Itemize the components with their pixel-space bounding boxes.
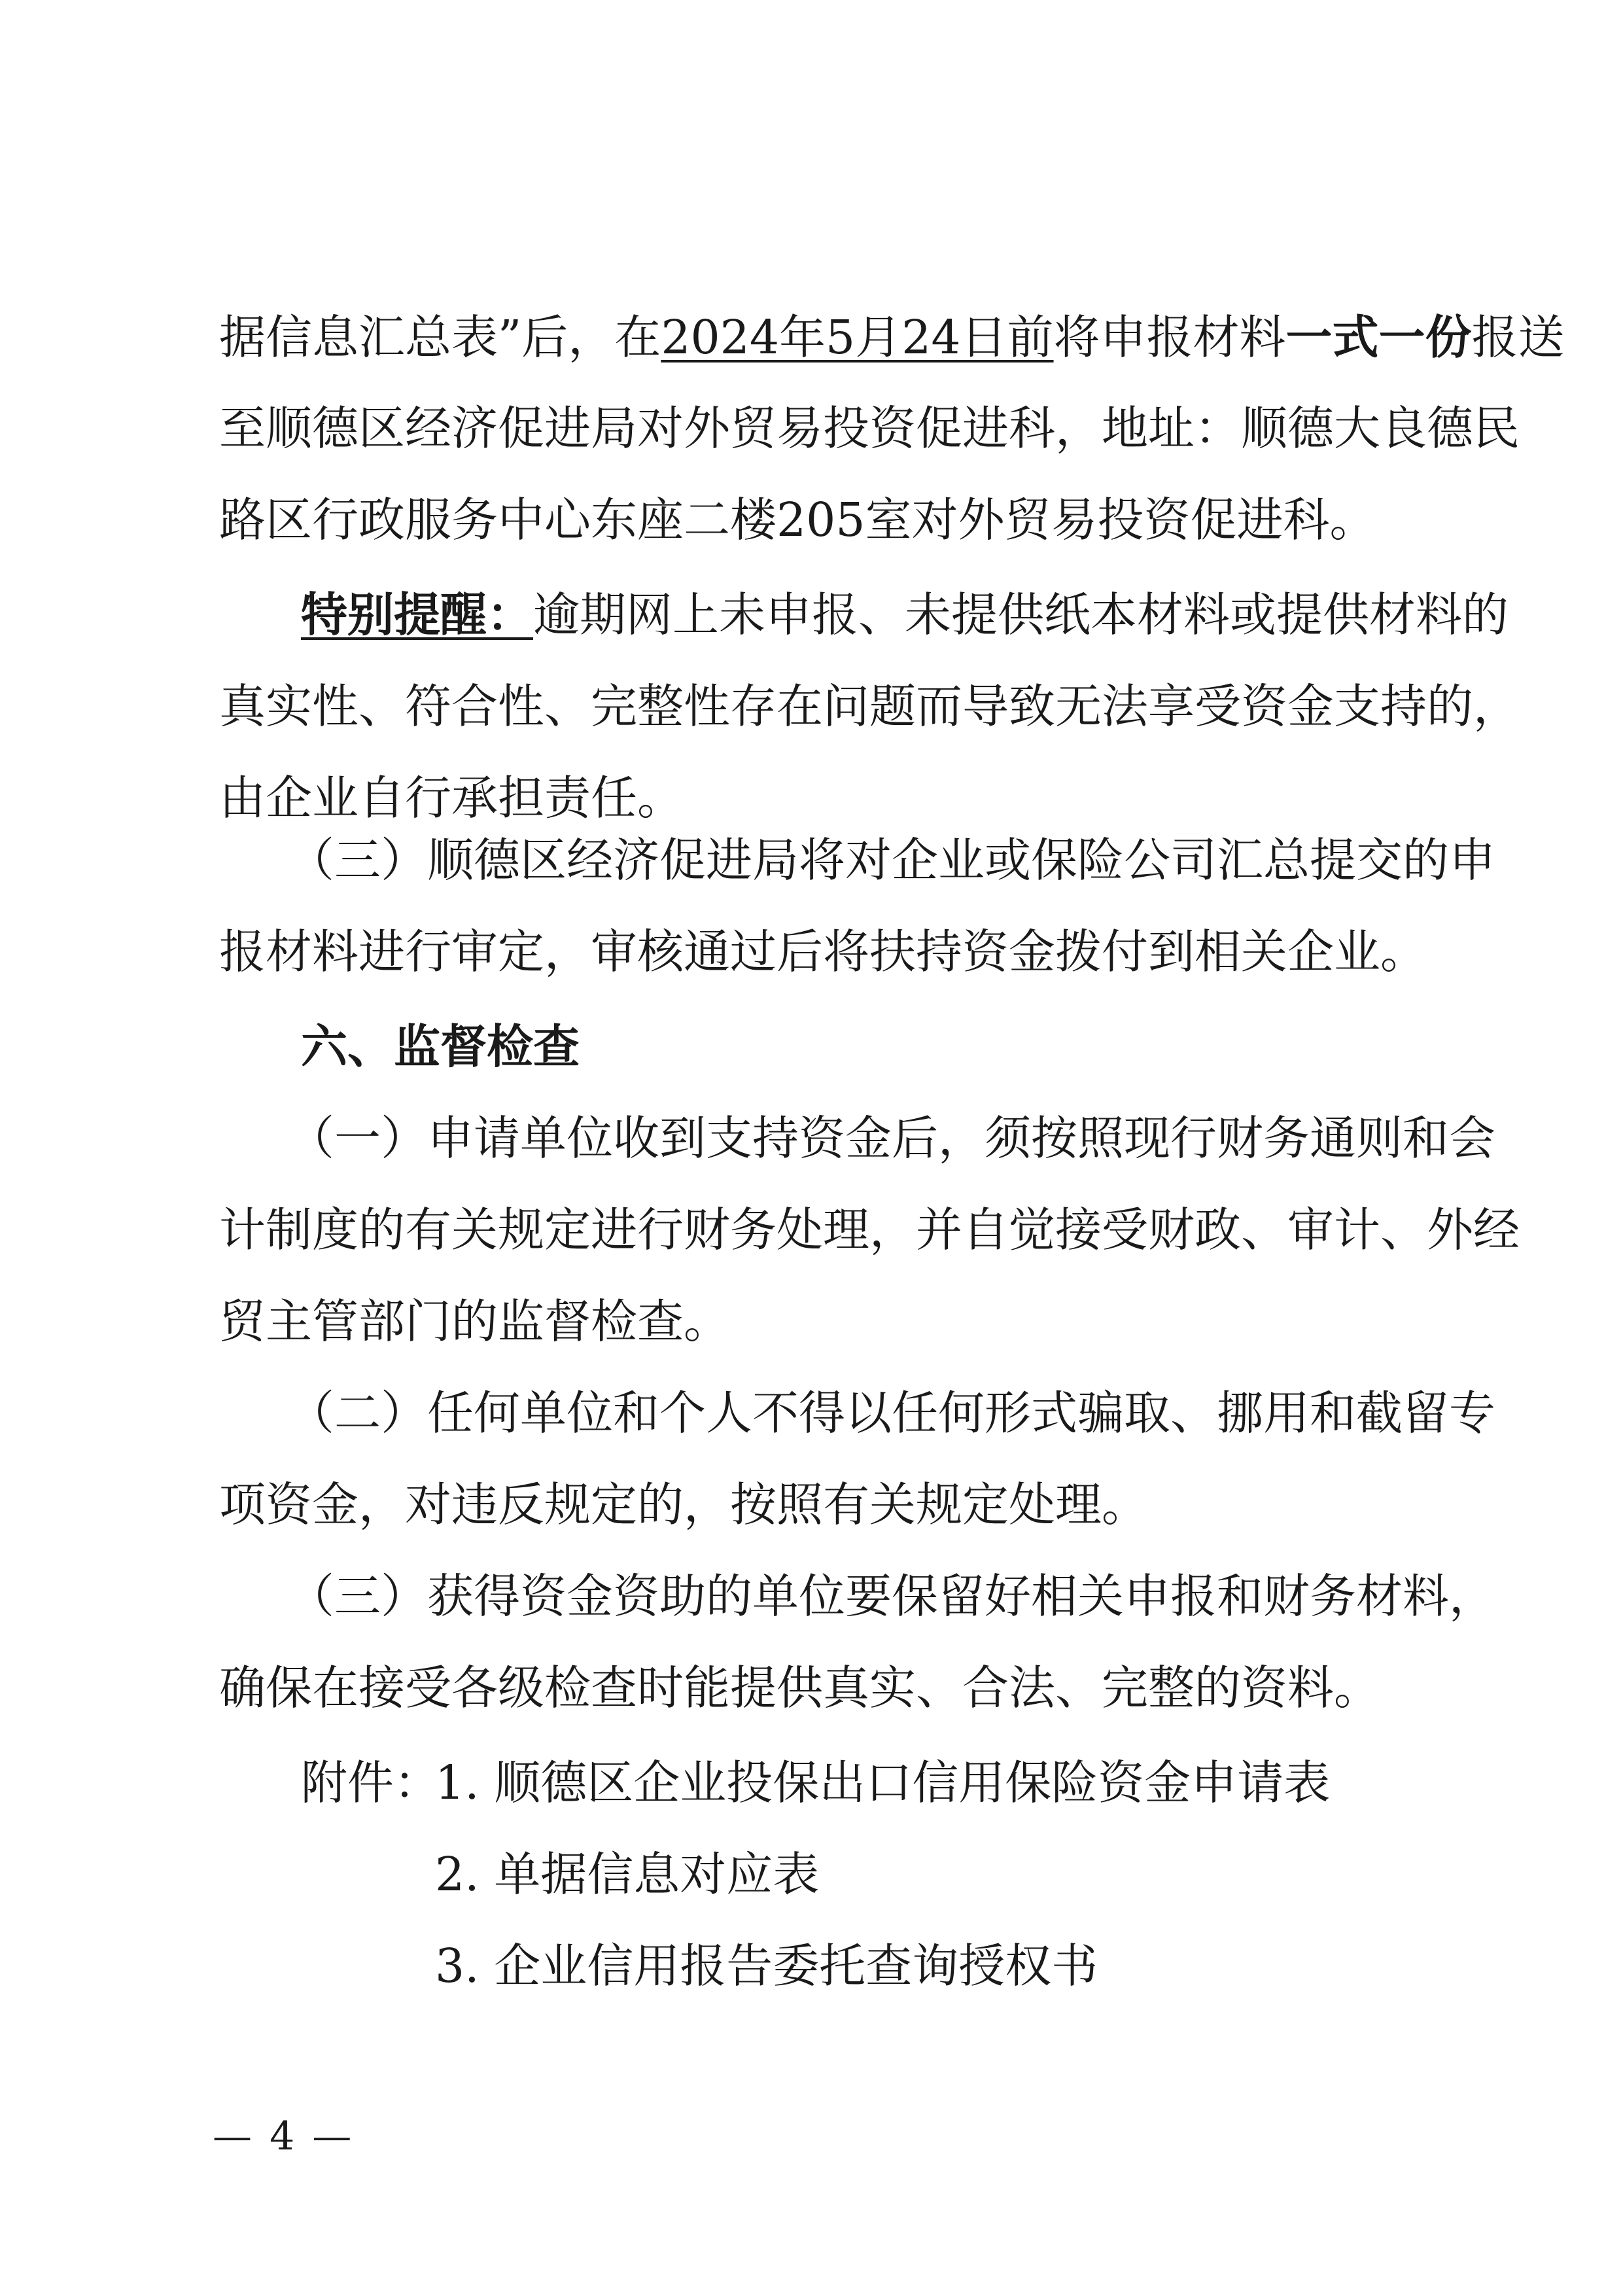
- supervision-line: 项资金，对违反规定的，按照有关规定处理。: [219, 1477, 1149, 1532]
- deadline-date: 2024年5月24日前: [661, 310, 1054, 364]
- attachment-item: 2. 单据信息对应表: [435, 1847, 820, 1901]
- item-three-line: 报材料进行审定，审核通过后将扶持资金拨付到相关企业。: [219, 925, 1427, 979]
- supervision-line: 贸主管部门的监督检查。: [219, 1294, 731, 1349]
- paragraph-line: 据信息汇总表”后，在2024年5月24日前将申报材料一式一份报送: [219, 309, 1565, 364]
- paragraph-line: 至顺德区经济促进局对外贸易投资促进科，地址：顺德大良德民: [219, 401, 1520, 455]
- supervision-line: （三）获得资金资助的单位要保留好相关申报和财务材料，: [288, 1569, 1496, 1623]
- reminder-line: 由企业自行承担责任。: [219, 771, 684, 825]
- attachments-label: 附件：: [301, 1756, 441, 1810]
- reminder-line: 特别提醒：逾期网上未申报、未提供纸本材料或提供材料的: [301, 588, 1509, 642]
- supervision-line: （二）任何单位和个人不得以任何形式骗取、挪用和截留专: [288, 1386, 1496, 1440]
- page-number: — 4 —: [213, 2113, 355, 2159]
- supervision-line: 计制度的有关规定进行财务处理，并自觉接受财政、审计、外经: [219, 1203, 1520, 1257]
- item-three-line: （三）顺德区经济促进局将对企业或保险公司汇总提交的申: [288, 833, 1496, 887]
- reminder-label: 特别提醒：: [301, 588, 534, 642]
- supervision-line: 确保在接受各级检查时能提供真实、合法、完整的资料。: [219, 1661, 1381, 1715]
- attachment-item: 3. 企业信用报告委托查询授权书: [435, 1939, 1098, 1993]
- supervision-line: （一）申请单位收到支持资金后，须按照现行财务通则和会: [288, 1111, 1496, 1165]
- copies-emphasis: 一式一份: [1285, 309, 1472, 364]
- reminder-line: 真实性、符合性、完整性存在问题而导致无法享受资金支持的，: [219, 679, 1520, 733]
- section-heading: 六、监督检查: [301, 1019, 580, 1074]
- attachment-item: 1. 顺德区企业投保出口信用保险资金申请表: [435, 1756, 1331, 1810]
- paragraph-line: 路区行政服务中心东座二楼205室对外贸易投资促进科。: [219, 493, 1376, 547]
